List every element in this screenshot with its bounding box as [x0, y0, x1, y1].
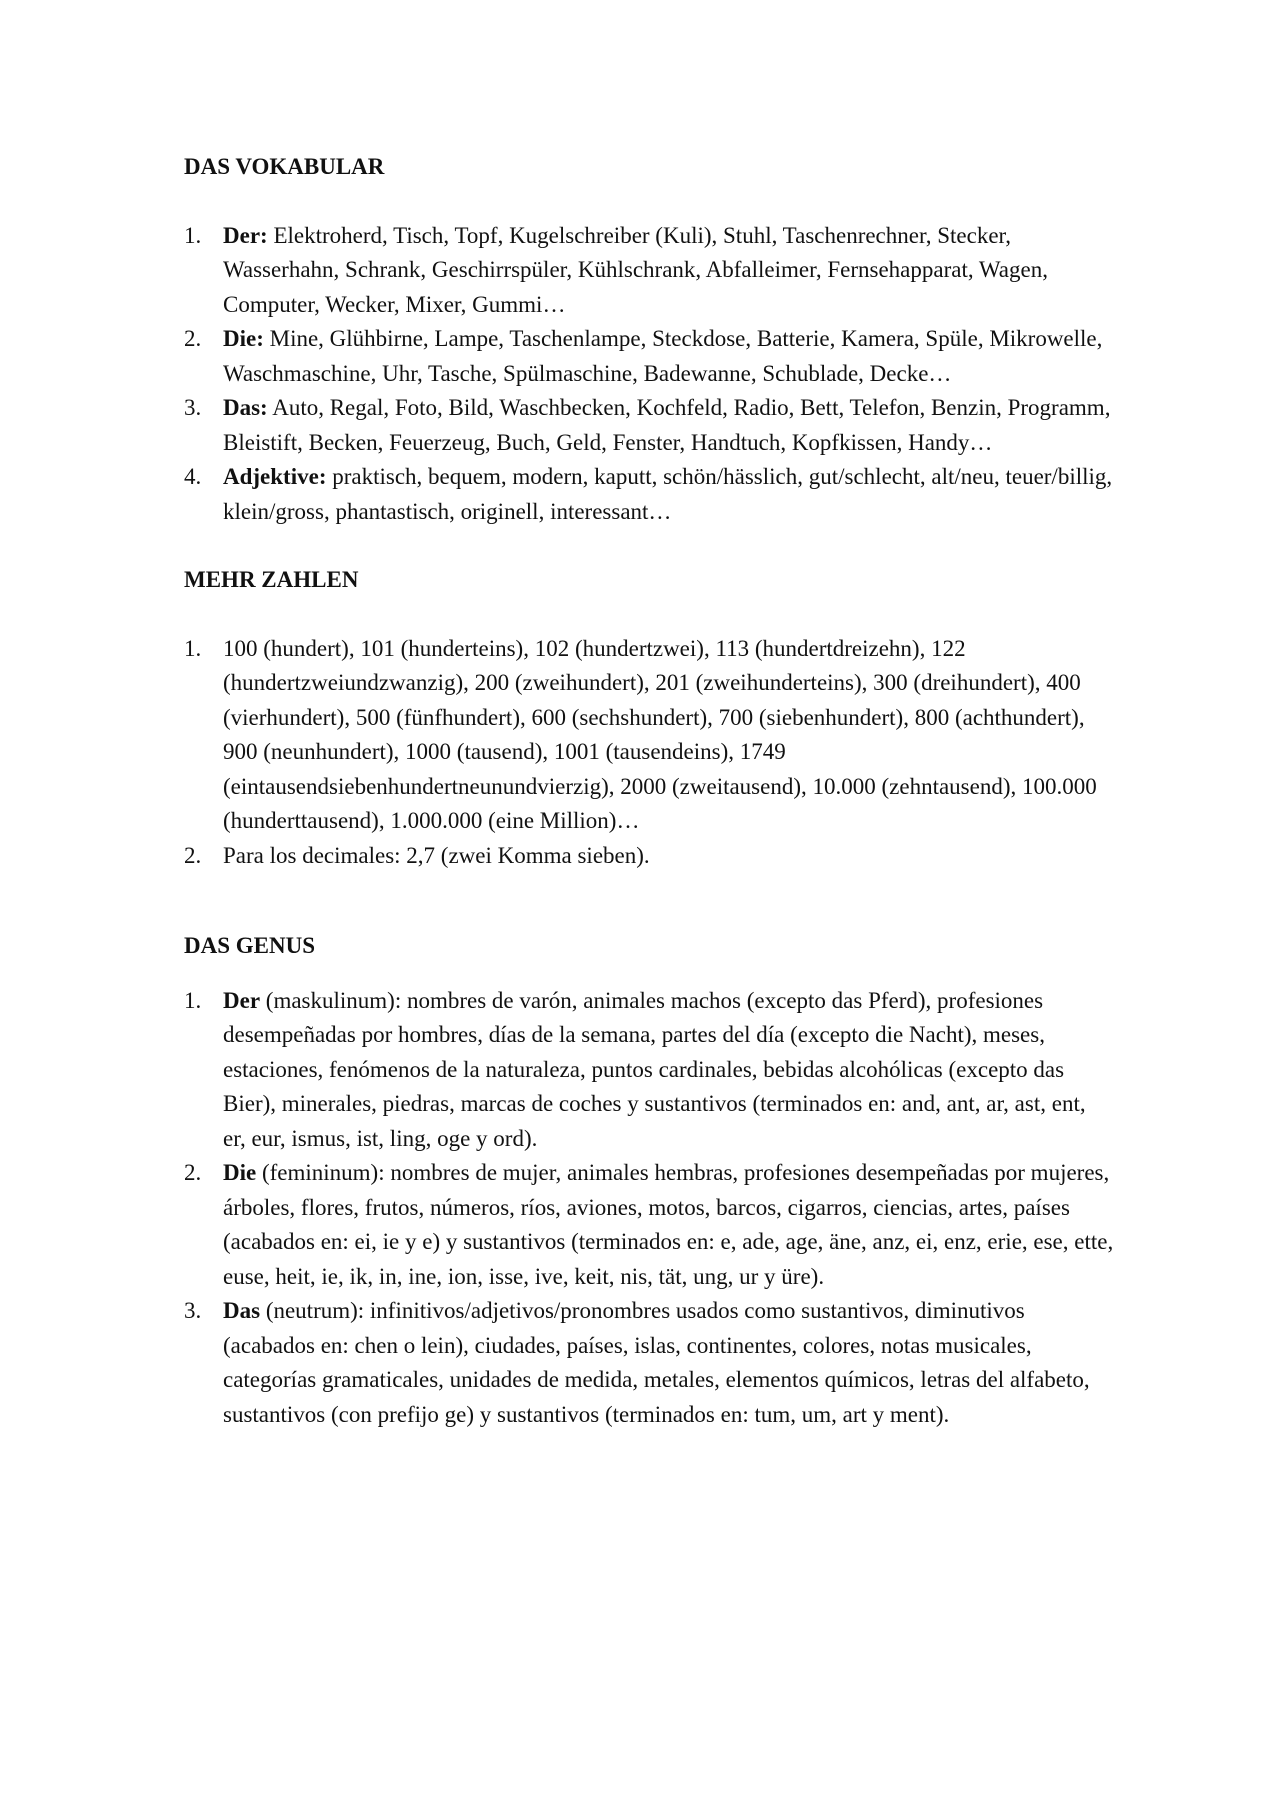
list-item	[184, 219, 1114, 323]
item-text: (maskulinum): nombres de varón, animales machos (excepto das Pferd), profesiones desempeñadas por hombres, días de la semana, partes del día (excepto die Nacht), meses, estaciones, fenómenos de la naturaleza, puntos cardinales, bebidas alcohólicas (excepto das Bier), minerales, piedras, marcas de coches y sustantivos (terminados en: and, ant, ar, ast, ent, er, eur, ismus, ist, ling, oge y ord).	[223, 987, 1086, 1151]
list-item	[184, 632, 1114, 839]
item-text: (femininum): nombres de mujer, animales hembras, profesiones desempeñadas por mujeres, árboles, flores, frutos, números, ríos, aviones, motos, barcos, cigarros, ciencias, artes, países (acabados en: ei, ie y e) y sustantivos (terminados en: e, ade, age, äne, anz, ei, enz, erie, ese, ette, euse, heit, ie, ik, in, ine, ion, isse, ive, keit, nis, tät, ung, ur y üre).	[223, 1160, 1114, 1289]
list-number: 2.	[184, 842, 202, 868]
list-number: 3.	[184, 1298, 202, 1323]
item-text: Mine, Glühbirne, Lampe, Taschenlampe, Steckdose, Batterie, Kamera, Spüle, Mikrowelle, Waschmaschine, Uhr, Tasche, Spülmaschine, Badewanne, Schublade, Decke…	[223, 326, 1103, 386]
list-item	[184, 839, 1114, 874]
genus-list	[184, 984, 1114, 1433]
list-item	[184, 460, 1114, 529]
item-term: Das:	[223, 395, 268, 420]
list-item	[184, 1294, 1114, 1432]
section-title-das-genus: DAS GENUS	[184, 933, 316, 958]
item-term: Der	[223, 987, 261, 1013]
list-number: 1.	[184, 987, 202, 1013]
item-term: Das	[223, 1298, 261, 1323]
section-title-vokabular: DAS VOKABULAR	[184, 154, 385, 179]
section-title-mehr-zahlen: MEHR ZAHLEN	[184, 567, 359, 592]
list-item	[184, 984, 1114, 1157]
zahlen-list	[184, 632, 1114, 874]
item-term: Der:	[223, 222, 268, 248]
item-text: Auto, Regal, Foto, Bild, Waschbecken, Kochfeld, Radio, Bett, Telefon, Benzin, Programm, Bleistift, Becken, Feuerzeug, Buch, Geld, Fenster, Handtuch, Kopfkissen, Handy…	[223, 395, 1111, 455]
list-item	[184, 391, 1114, 460]
list-number: 2.	[184, 1160, 202, 1185]
document-page	[184, 150, 1114, 1432]
list-number: 2.	[184, 326, 202, 351]
list-item	[184, 322, 1114, 391]
item-term: Die:	[223, 326, 264, 351]
item-text: 100 (hundert), 101 (hunderteins), 102 (hundertzwei), 113 (hundertdreizehn), 122 (hundertzweiundzwanzig), 200 (zweihundert), 201 (zweihunderteins), 300 (dreihundert), 400 (vierhundert), 500 (fünfhundert), 600 (sechshundert), 700 (siebenhundert), 800 (achthundert), 900 (neunhundert), 1000 (tausend), 1001 (tausendeins), 1749 (eintausendsiebenhundertneunundvierzig), 2000 (zweitausend), 10.000 (zehntausend), 100.000 (hunderttausend), 1.000.000 (eine Million)…	[223, 635, 1097, 833]
vokabular-list	[184, 219, 1114, 530]
list-number: 1.	[184, 222, 202, 248]
list-item	[184, 1156, 1114, 1294]
list-number: 1.	[184, 635, 202, 661]
item-term: Adjektive:	[223, 464, 327, 489]
item-text: Para los decimales: 2,7 (zwei Komma sieben).	[223, 842, 650, 868]
item-text: (neutrum): infinitivos/adjetivos/pronombres usados como sustantivos, diminutivos (acabados en: chen o lein), ciudades, países, islas, continentes, colores, notas musicales, categorías gramaticales, unidades de medida, metales, elementos químicos, letras del alfabeto, sustantivos (con prefijo ge) y sustantivos (terminados en: tum, um, art y ment).	[223, 1298, 1090, 1427]
list-number: 3.	[184, 395, 202, 420]
list-number: 4.	[184, 464, 202, 489]
item-text: praktisch, bequem, modern, kaputt, schön/hässlich, gut/schlecht, alt/neu, teuer/billig, klein/gross, phantastisch, originell, interessant…	[223, 464, 1113, 524]
item-text: Elektroherd, Tisch, Topf, Kugelschreiber (Kuli), Stuhl, Taschenrechner, Stecker, Wasserhahn, Schrank, Geschirrspüler, Kühlschrank, Abfalleimer, Fernsehapparat, Wagen, Computer, Wecker, Mixer, Gummi…	[223, 222, 1048, 317]
item-term: Die	[223, 1160, 257, 1185]
